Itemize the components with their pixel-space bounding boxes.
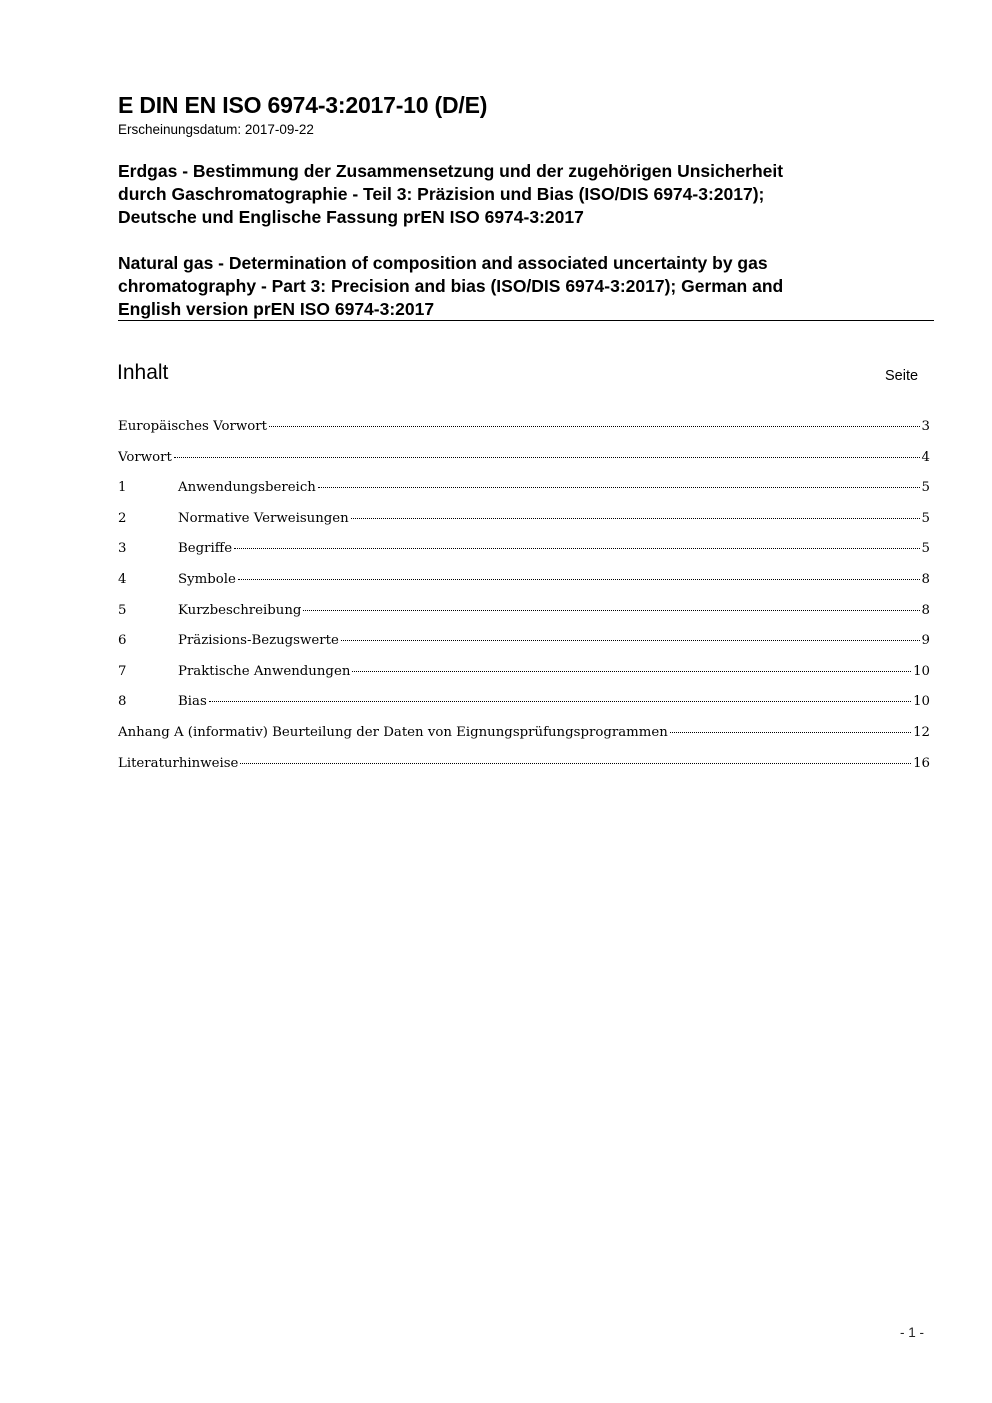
toc-entry[interactable] — [118, 691, 930, 722]
title-english-line: Natural gas - Determination of composition and associated uncertainty by gas — [118, 253, 768, 273]
toc-dot-leader — [174, 457, 920, 458]
toc-entry[interactable] — [118, 508, 930, 539]
toc-entry-title: Normative Verweisungen — [178, 510, 349, 526]
toc-entry-page: 4 — [921, 449, 930, 465]
toc-entry-page: 8 — [921, 571, 930, 587]
toc-entry-number: 3 — [118, 541, 127, 557]
toc-entry-number: 2 — [118, 510, 127, 526]
toc-entry-title: Europäisches Vorwort — [118, 419, 267, 434]
toc-entry-title: Literaturhinweise — [118, 755, 239, 771]
toc-entry-title: Begriffe — [178, 541, 233, 557]
toc-entry-number: 7 — [118, 663, 127, 679]
toc-entry-title: Bias — [178, 694, 207, 710]
page-number: - 1 - — [900, 1325, 925, 1340]
toc-entry-page: 16 — [913, 755, 930, 771]
toc-dot-leader — [238, 579, 920, 580]
toc-entry-title: Vorwort — [118, 449, 172, 465]
document-id: E DIN EN ISO 6974-3:2017-10 (D/E) — [118, 92, 488, 118]
toc-entry[interactable] — [118, 416, 930, 447]
toc-dot-leader — [303, 610, 919, 611]
toc-entry-page: 10 — [913, 694, 930, 710]
toc-entry[interactable] — [118, 600, 930, 631]
toc-entry-title: Anhang A (informativ) Beurteilung der Daten von Eignungsprüfungsprogrammen — [118, 724, 668, 740]
title-english-line: English version prEN ISO 6974-3:2017 — [118, 299, 435, 319]
toc-entry-page: 12 — [913, 724, 930, 740]
toc-entry[interactable] — [118, 661, 930, 692]
toc-entry-page: 5 — [921, 480, 930, 496]
title-german-line: durch Gaschromatographie - Teil 3: Präzision und Bias (ISO/DIS 6974-3:2017); — [118, 184, 765, 204]
title-german — [118, 160, 918, 229]
toc-page-label: Seite — [885, 368, 919, 384]
toc-entry[interactable] — [118, 630, 930, 661]
toc-dot-leader — [269, 426, 920, 427]
title-english-line: chromatography - Part 3: Precision and bias (ISO/DIS 6974-3:2017); German and — [118, 276, 784, 296]
toc-entry-page: 10 — [913, 663, 930, 679]
toc-entry-page: 5 — [921, 510, 930, 526]
toc-entry[interactable] — [118, 538, 930, 569]
title-german-line: Erdgas - Bestimmung der Zusammensetzung und der zugehörigen Unsicherheit — [118, 161, 784, 181]
table-of-contents — [118, 416, 930, 783]
toc-dot-leader — [351, 518, 920, 519]
toc-entry-page: 9 — [921, 633, 930, 649]
toc-entry-title: Kurzbeschreibung — [178, 602, 302, 618]
toc-entry-number: 4 — [118, 571, 127, 587]
toc-entry-number: 6 — [118, 633, 127, 649]
toc-entry-number: 8 — [118, 694, 127, 710]
toc-dot-leader — [670, 732, 911, 733]
toc-entry[interactable] — [118, 753, 930, 784]
toc-dot-leader — [240, 763, 911, 764]
toc-entry[interactable] — [118, 447, 930, 478]
title-divider — [118, 320, 934, 321]
toc-entry-title: Anwendungsbereich — [178, 480, 316, 496]
title-german-line: Deutsche und Englische Fassung prEN ISO 6974-3:2017 — [118, 207, 584, 227]
toc-dot-leader — [234, 548, 919, 549]
toc-entry-title: Symbole — [178, 571, 236, 587]
toc-entry-page: 3 — [921, 419, 930, 434]
toc-entry[interactable] — [118, 477, 930, 508]
publication-date: Erscheinungsdatum: 2017-09-22 — [118, 122, 314, 137]
toc-entry-page: 8 — [921, 602, 930, 618]
toc-entry[interactable] — [118, 569, 930, 600]
toc-dot-leader — [341, 640, 920, 641]
toc-entry-number: 1 — [118, 480, 127, 496]
toc-entry-number: 5 — [118, 602, 127, 618]
toc-entry-page: 5 — [921, 541, 930, 557]
toc-entry-title: Präzisions-Bezugswerte — [178, 633, 339, 649]
toc-dot-leader — [318, 487, 920, 488]
toc-dot-leader — [352, 671, 911, 672]
toc-dot-leader — [209, 701, 911, 702]
toc-entry-title: Praktische Anwendungen — [178, 663, 351, 679]
title-english — [118, 252, 918, 321]
toc-heading: Inhalt — [117, 361, 169, 384]
toc-entry[interactable] — [118, 722, 930, 753]
